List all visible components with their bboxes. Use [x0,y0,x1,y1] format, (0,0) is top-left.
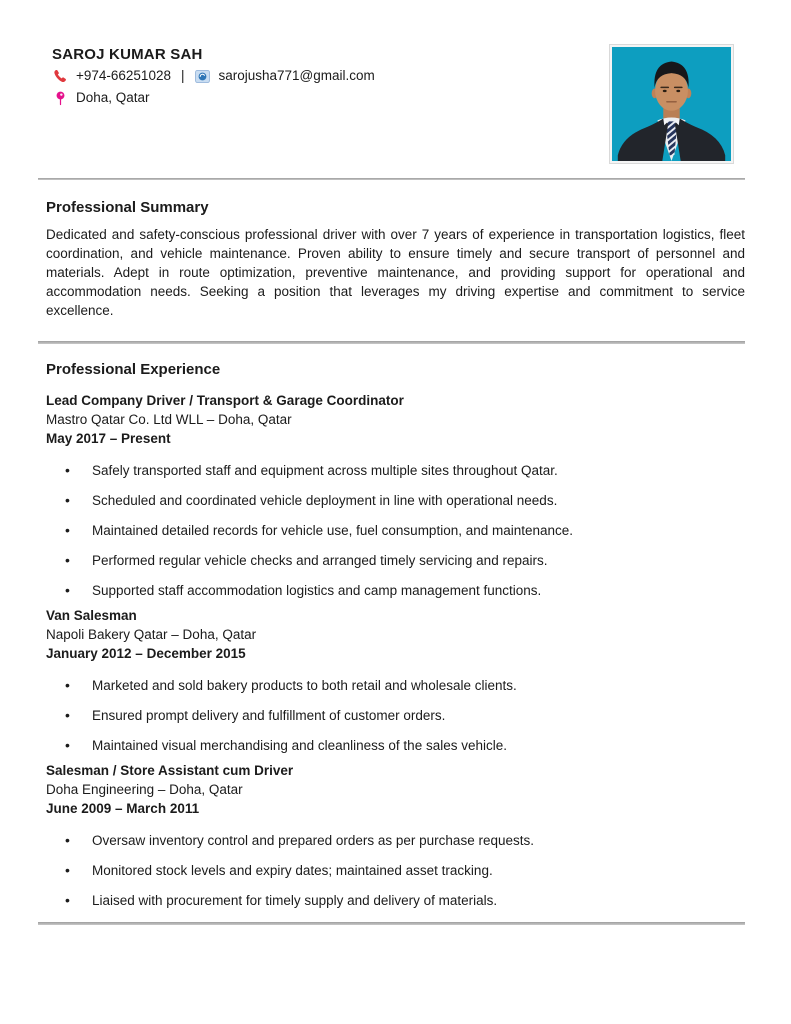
location-pin-icon [52,90,68,106]
job-bullet-list [46,831,745,910]
email-address: sarojusha771@gmail.com [218,68,375,83]
bullet-item: • Performed regular vehicle checks and arranged timely servicing and repairs. [92,551,745,570]
job-company: Napoli Bakery Qatar – Doha, Qatar [46,627,257,642]
phone-icon [52,68,68,84]
divider-bottom [38,922,745,925]
contact-separator: | [180,68,185,83]
bullet-item: • Supported staff accommodation logistics and camp management functions. [92,581,745,600]
job-header [46,761,745,818]
bullet-item: • Liaised with procurement for timely supply and delivery of materials. [92,891,745,910]
phone-number: +974-66251028 [76,68,171,83]
job-bullet-list [46,461,745,600]
job-bullet-list [46,676,745,755]
bullet-item: • Safely transported staff and equipment across multiple sites throughout Qatar. [92,461,745,480]
candidate-name: SAROJ KUMAR SAH [52,46,203,63]
bullet-item: • Maintained detailed records for vehicle use, fuel consumption, and maintenance. [92,521,745,540]
experience-heading: Professional Experience [46,361,221,378]
bullet-item: • Maintained visual merchandising and cleanliness of the sales vehicle. [92,736,745,755]
job-header [46,391,745,448]
bullet-item: • Scheduled and coordinated vehicle deployment in line with operational needs. [92,491,745,510]
job-title: Van Salesman [46,608,137,623]
bullet-item: • Oversaw inventory control and prepared orders as per purchase requests. [92,831,745,850]
resume-header [46,46,745,107]
job-company: Mastro Qatar Co. Ltd WLL – Doha, Qatar [46,412,292,427]
job-header [46,606,745,663]
location-text: Doha, Qatar [76,90,150,105]
job-title: Lead Company Driver / Transport & Garage Coordinator [46,393,404,408]
bullet-item: • Monitored stock levels and expiry dates; maintained asset tracking. [92,861,745,880]
bullet-item: • Marketed and sold bakery products to both retail and wholesale clients. [92,676,745,695]
divider-summary-experience [38,341,745,344]
bullet-item: • Ensured prompt delivery and fulfillment of customer orders. [92,706,745,725]
job-dates: January 2012 – December 2015 [46,646,246,661]
summary-paragraph: Dedicated and safety-conscious professional driver with over 7 years of experience in transportation logistics, fleet coordination, and vehicle maintenance. Proven ability to ensure timely and secure transport of personnel and materials. Adept in route optimization, preventive maintenance, and providing support for operational and accommodation needs. Seeking a position that leverages my driving expertise and commitment to service excellence. [46,227,745,318]
email-icon [194,68,210,84]
job-dates: May 2017 – Present [46,431,171,446]
job-title: Salesman / Store Assistant cum Driver [46,763,294,778]
summary-heading: Professional Summary [46,199,209,216]
job-company: Doha Engineering – Doha, Qatar [46,782,243,797]
profile-photo [610,45,733,163]
job-dates: June 2009 – March 2011 [46,801,200,816]
divider-header [38,178,745,180]
